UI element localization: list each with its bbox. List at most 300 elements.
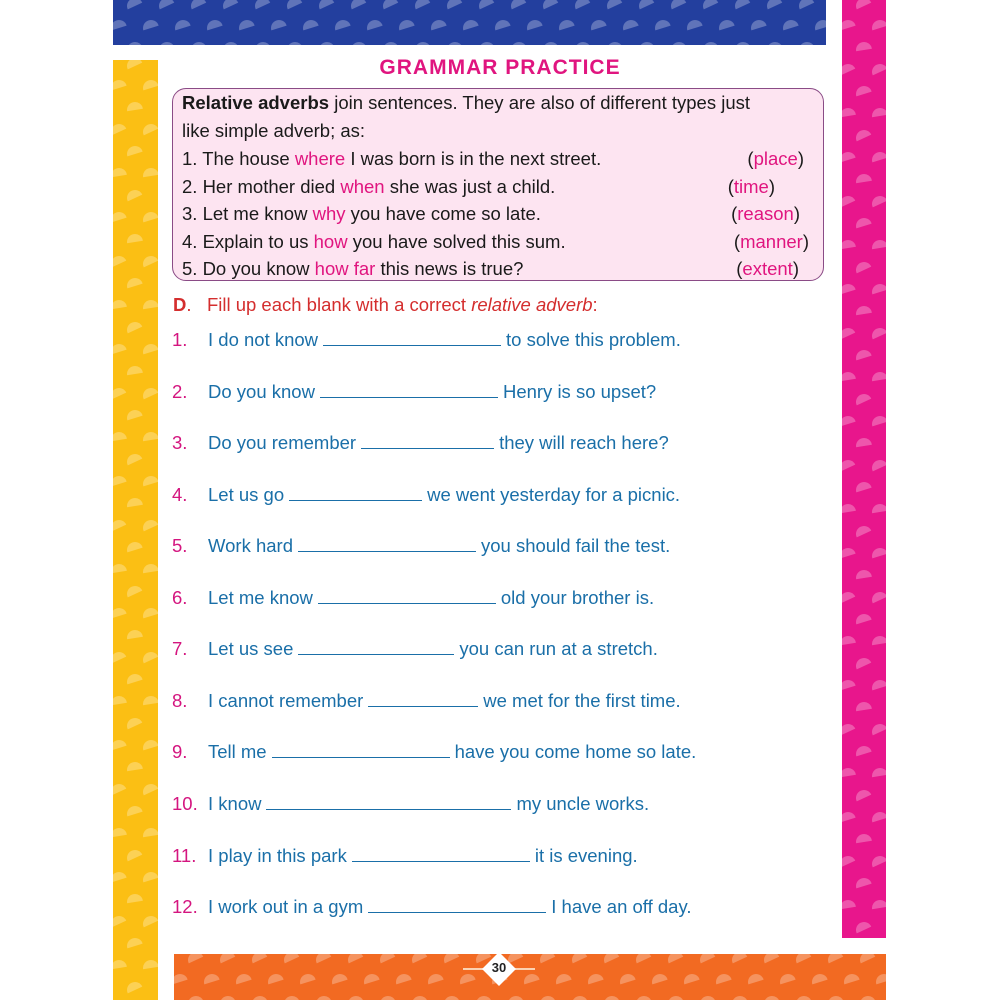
pattern-shape [885,391,886,405]
pattern-shape [141,18,159,30]
question-text: I cannot remember [208,690,364,711]
pattern-shape [842,18,856,30]
pattern-shape [653,18,671,30]
pattern-shape [283,995,300,1000]
page-number: 30 [491,960,507,975]
pattern-shape [458,972,476,984]
pattern-shape [141,210,158,222]
pattern-shape [220,0,238,9]
pattern-shape [281,954,299,963]
pattern-shape [606,41,623,45]
pattern-shape [855,305,872,315]
question-row [172,688,681,712]
pattern-shape [589,18,607,30]
pattern-shape [141,606,158,618]
pattern-shape [345,954,363,963]
pattern-shape [443,995,460,1000]
answer-blank[interactable] [323,327,501,346]
pattern-shape [222,41,239,45]
question-number: 6. [172,587,188,608]
pattern-shape [174,972,188,984]
pattern-shape [702,41,719,45]
pattern-shape [874,972,886,984]
pattern-shape [113,385,126,399]
pattern-shape [125,936,143,948]
pattern-shape [142,299,158,309]
pattern-shape [124,847,142,861]
pattern-shape [842,853,855,867]
pattern-shape [885,655,886,669]
pattern-shape [461,18,479,30]
question-text: Let us see [208,638,294,659]
pattern-shape [586,972,604,984]
pattern-shape [113,870,127,882]
example-adverb: where [294,148,346,169]
pattern-shape [141,474,158,486]
pattern-shape [124,583,142,597]
pattern-shape [699,995,716,1000]
pattern-shape [885,787,886,801]
pattern-shape [113,738,127,750]
bottom-banner-pattern [174,954,886,1000]
pattern-shape [348,0,366,9]
pattern-shape [140,649,158,663]
pattern-shape [125,408,143,420]
example-text: this news is true? [375,258,524,279]
pattern-shape [842,546,856,558]
pattern-shape [554,972,572,984]
answer-blank[interactable] [266,791,511,810]
example-type-label: reason [737,203,794,224]
pattern-shape [636,0,654,9]
question-text: we met for the first time. [483,690,681,711]
pattern-shape [125,144,143,156]
pattern-shape [219,995,236,1000]
example-text: I was born is in the next street. [345,148,602,169]
question-row [172,327,681,351]
pattern-shape [857,954,875,963]
instruction-text: Fill up each blank with a correct [206,294,472,315]
pattern-shape [113,563,127,573]
pattern-shape [142,695,158,705]
pattern-shape [113,299,127,309]
pattern-shape [842,767,856,777]
question-text: I have an off day. [551,896,692,917]
pattern-shape [362,972,380,984]
pattern-shape [125,804,143,816]
example-type: (extent) [736,258,799,279]
pattern-shape [380,0,398,9]
pattern-shape [493,18,511,30]
pattern-shape [853,259,871,273]
pattern-shape [761,954,779,963]
pattern-shape [842,721,855,735]
question-row [172,430,669,454]
pattern-shape [156,715,158,729]
example-type: (manner) [733,231,809,252]
pattern-shape [347,995,364,1000]
pattern-shape [539,995,556,1000]
pattern-shape [409,954,427,963]
pattern-shape [298,972,316,984]
pattern-shape [870,150,886,162]
pattern-shape [157,936,158,948]
pattern-shape [124,979,142,993]
pattern-shape [124,319,142,333]
pattern-shape [798,41,815,45]
pattern-shape [871,635,886,645]
top-banner [113,0,826,45]
question-row [172,739,696,763]
pattern-shape [142,167,158,177]
pattern-shape [126,497,143,507]
pattern-shape [217,954,235,963]
pattern-shape [113,606,127,618]
pattern-shape [621,18,639,30]
pattern-shape [540,0,558,9]
question-number: 11. [172,845,197,866]
pattern-shape [113,781,126,795]
question-text: I work out in a gym [208,896,364,917]
pattern-shape [870,282,886,294]
pattern-shape [251,995,268,1000]
pattern-shape [156,187,158,201]
pattern-shape [854,876,872,888]
pattern-shape [855,41,872,51]
pattern-shape [854,348,872,360]
question-row [172,894,692,918]
pattern-shape [853,127,871,141]
question-row [172,585,654,609]
pattern-shape [854,216,872,228]
example-text: 3. Let me know [182,203,313,224]
pattern-shape [394,972,412,984]
pattern-shape [382,41,399,45]
pattern-shape [125,276,143,288]
pattern-shape [113,18,127,30]
question-text: I know [208,793,262,814]
pattern-shape [126,629,143,639]
pattern-shape [140,121,158,135]
pattern-shape [842,678,856,690]
info-intro-line2: like simple adverb; as: [182,120,366,141]
question-text: it is evening. [534,845,638,866]
pattern-shape [157,408,158,420]
pattern-shape [731,995,748,1000]
pattern-shape [142,431,158,441]
pattern-shape [764,0,782,9]
pattern-shape [697,954,715,963]
pattern-shape [842,150,856,162]
example-text: you have come so late. [345,203,541,224]
pattern-shape [557,18,575,30]
pattern-shape [869,457,886,471]
pattern-shape [869,721,886,735]
example-type-label: time [733,176,769,197]
question-row [172,482,680,506]
pattern-shape [266,972,284,984]
relative-adverbs-info-box [172,88,824,281]
question-text: I do not know [208,329,319,350]
pattern-shape [158,41,175,45]
question-row [172,636,658,660]
answer-blank[interactable] [368,688,478,707]
question-number: 10. [172,793,198,814]
pattern-shape [333,18,351,30]
pattern-shape [871,503,886,513]
answer-blank[interactable] [298,636,454,655]
answer-blank[interactable] [368,894,546,913]
pattern-shape [252,0,270,9]
example-text: 5. Do you know [182,258,315,279]
pattern-shape [142,563,158,573]
pattern-shape [665,954,683,963]
example-item [182,176,555,198]
pattern-shape [157,540,158,552]
question-number: 1. [172,329,188,350]
example-type-label: manner [740,231,803,252]
pattern-shape [842,371,856,381]
pattern-shape [173,18,191,30]
pattern-shape [854,480,872,492]
pattern-shape [269,18,287,30]
pattern-shape [542,41,559,45]
pattern-shape [202,972,220,984]
pattern-shape [842,282,856,294]
pattern-shape [746,972,764,984]
pattern-shape [157,276,158,288]
example-adverb: why [312,203,346,224]
pattern-shape [478,41,495,45]
pattern-shape [618,972,636,984]
answer-blank[interactable] [318,585,496,604]
pattern-shape [141,870,158,882]
pattern-shape [156,583,158,597]
pattern-shape [853,523,871,537]
info-intro [182,92,750,114]
pattern-shape [869,589,886,603]
answer-blank[interactable] [352,843,530,862]
pattern-shape [569,954,587,963]
pattern-shape [318,41,335,45]
example-type-label: extent [742,258,793,279]
pattern-shape [140,913,158,927]
question-text: old your brother is. [500,587,655,608]
pattern-shape [157,804,158,816]
question-text: Do you remember [208,432,357,453]
pattern-shape [842,193,855,207]
pattern-shape [603,995,620,1000]
pattern-shape [604,0,622,9]
left-strip [113,60,158,1000]
answer-blank[interactable] [298,533,476,552]
pattern-shape [778,972,796,984]
example-text: 2. Her mother died [182,176,341,197]
top-banner-pattern [113,0,826,45]
question-number: 4. [172,484,188,505]
question-text: Henry is so upset? [502,381,657,402]
pattern-shape [124,715,142,729]
pattern-shape [316,0,334,9]
pattern-shape [126,365,143,375]
answer-blank[interactable] [320,379,498,398]
example-item [182,258,523,280]
pattern-shape [810,972,828,984]
pattern-shape [574,41,591,45]
pattern-shape [254,41,271,45]
bottom-banner [174,954,886,1000]
pattern-shape [870,810,886,822]
answer-blank[interactable] [272,739,450,758]
pattern-shape [125,540,143,552]
question-number: 5. [172,535,188,556]
pattern-shape [205,18,223,30]
pattern-shape [842,457,855,471]
pattern-shape [426,972,444,984]
pattern-shape [885,127,886,141]
pattern-shape [185,954,203,963]
pattern-shape [571,995,588,1000]
example-text: she was just a child. [384,176,556,197]
answer-blank[interactable] [289,482,422,501]
pattern-shape [113,827,127,837]
pattern-shape [842,239,856,249]
pattern-shape [670,41,687,45]
pattern-shape [141,738,158,750]
pattern-shape [854,84,872,96]
pattern-shape [734,41,751,45]
page-title: GRAMMAR PRACTICE [379,56,621,79]
pattern-shape [855,833,872,843]
pattern-shape [522,972,540,984]
pattern-shape [113,649,126,663]
pattern-shape [749,18,767,30]
pattern-shape [441,954,459,963]
question-text: to solve this problem. [506,329,681,350]
pattern-shape [377,954,395,963]
pattern-shape [813,18,826,30]
example-item [182,203,541,225]
pattern-shape [156,847,158,861]
pattern-shape [142,959,158,969]
question-text: Work hard [208,535,293,556]
pattern-shape [140,385,158,399]
pattern-shape [476,0,494,9]
pattern-shape [601,954,619,963]
pattern-shape [885,919,886,933]
pattern-shape [411,995,428,1000]
example-text: you have solved this sum. [347,231,566,252]
pattern-shape [350,41,367,45]
pattern-shape [525,18,543,30]
question-number: 3. [172,432,188,453]
pattern-shape [113,253,126,267]
pattern-shape [717,18,735,30]
pattern-shape [365,18,383,30]
pattern-shape [842,107,856,117]
pattern-shape [126,101,143,111]
pattern-shape [842,899,856,909]
question-text: they will reach here? [499,432,669,453]
pattern-shape [793,954,811,963]
question-row [172,791,649,815]
pattern-shape [379,995,396,1000]
pattern-shape [842,414,856,426]
pattern-shape [855,701,872,711]
question-number: 2. [172,381,188,402]
pattern-shape [414,41,431,45]
pattern-shape [157,672,158,684]
pattern-shape [113,959,127,969]
pattern-shape [126,761,143,771]
pattern-shape [796,0,814,9]
example-adverb: when [340,176,385,197]
pattern-shape [842,325,855,339]
pattern-shape [537,954,555,963]
pattern-shape [763,995,780,1000]
pattern-shape [113,167,127,177]
question-number: 7. [172,638,188,659]
pattern-shape [125,672,143,684]
pattern-shape [885,0,886,9]
question-text: Tell me [208,741,267,762]
pattern-shape [635,995,652,1000]
pattern-shape [853,787,871,801]
question-text: you can run at a stretch. [459,638,658,659]
example-type: (time) [727,176,775,197]
pattern-shape [124,187,142,201]
pattern-shape [869,193,886,207]
pattern-shape [685,18,703,30]
question-text: Do you know [208,381,315,402]
pattern-shape [795,995,812,1000]
pattern-shape [732,0,750,9]
pattern-shape [729,954,747,963]
question-text: I play in this park [208,845,347,866]
pattern-shape [156,0,174,9]
pattern-shape [842,503,856,513]
pattern-shape [842,589,855,603]
pattern-shape [313,954,331,963]
pattern-shape [140,781,158,795]
pattern-shape [113,210,127,222]
pattern-shape [766,41,783,45]
pattern-shape [510,41,527,45]
pattern-shape [854,744,872,756]
question-text: Let us go [208,484,285,505]
pattern-shape [113,913,126,927]
pattern-shape [871,107,886,117]
pattern-shape [853,0,871,9]
pattern-shape [870,18,886,30]
pattern-shape [871,371,886,381]
pattern-shape [113,474,127,486]
pattern-shape [869,325,886,339]
exercise-letter: D [173,294,187,315]
question-text: Let me know [208,587,313,608]
pattern-shape [633,954,651,963]
pattern-shape [870,546,886,558]
pattern-shape [446,41,463,45]
pattern-shape [142,827,158,837]
answer-blank[interactable] [361,430,494,449]
pattern-shape [126,233,143,243]
instruction-end: : [592,294,598,315]
question-text: have you come home so late. [454,741,697,762]
pattern-shape [156,979,158,993]
pattern-shape [855,173,872,183]
pattern-shape [870,678,886,690]
